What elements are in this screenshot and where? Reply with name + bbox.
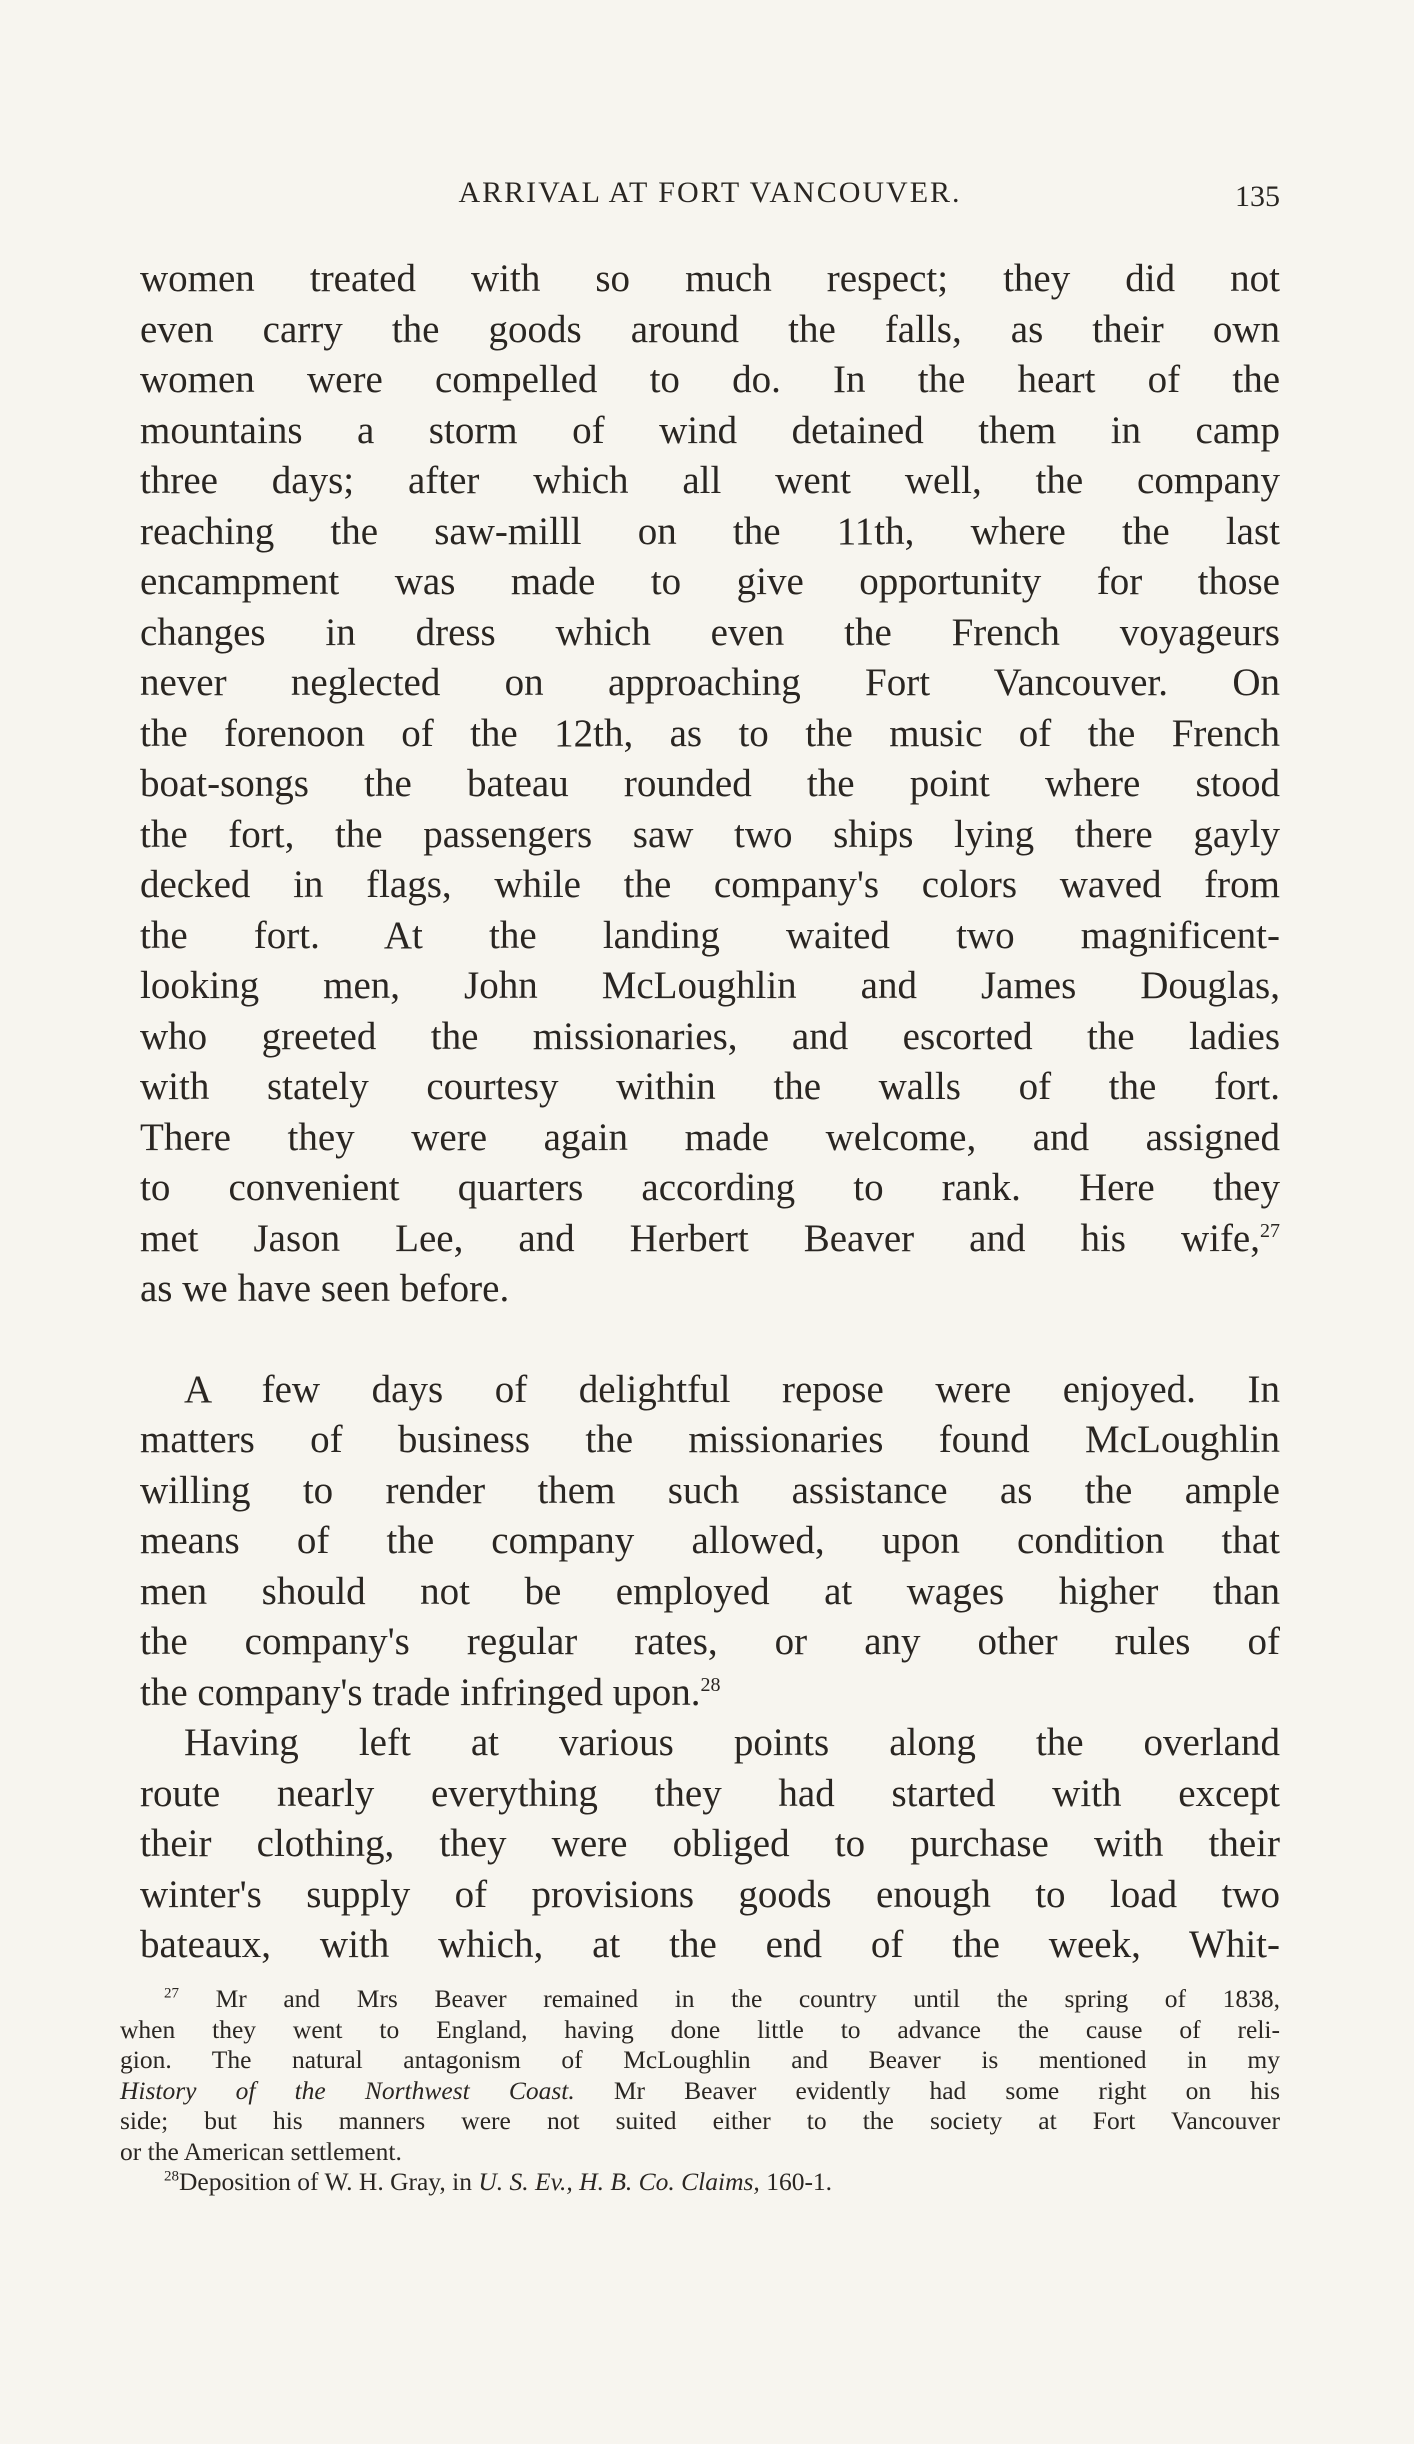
footnote-ref-27[interactable]: 27 (1260, 1219, 1280, 1242)
text-line: decked in flags, while the company's colors waved from (140, 863, 1280, 906)
paragraph-1 (140, 254, 1280, 1315)
footnote-27 (120, 1984, 1280, 2167)
text-line: women treated with so much respect; they did not (140, 257, 1280, 300)
text-line: as we have seen before. (140, 1267, 510, 1310)
text-line: bateaux, with which, at the end of the week, Whit- (140, 1923, 1280, 1966)
text-line: three days; after which all went well, the company (140, 459, 1280, 502)
text-line: There they were again made welcome, and assigned (140, 1115, 1280, 1159)
text-line: Having left at various points along the overland (184, 1721, 1280, 1764)
text-line: route nearly everything they had started with except (140, 1771, 1280, 1815)
footnote-text: Deposition of W. H. Gray, in (179, 2167, 479, 2196)
source-title: U. S. Ev., H. B. Co. Claims, (478, 2167, 760, 2196)
text-line: encampment was made to give opportunity for those (140, 560, 1280, 603)
text-line: to convenient quarters according to rank. Here they (140, 1166, 1280, 1209)
text-line: who greeted the missionaries, and escorted the ladies (140, 1014, 1280, 1058)
footnote-text: Mr and Mrs Beaver remained in the country until the spring of 1838, (215, 1984, 1280, 2013)
footnote-line (120, 1984, 1280, 2015)
paragraph-gap (140, 1315, 1280, 1365)
text-line: boat-songs the bateau rounded the point where stood (140, 762, 1280, 805)
footnote-text: 160-1. (759, 2167, 833, 2196)
footnote-line: when they went to England, having done little to advance the cause of reli- (120, 2014, 1280, 2044)
running-title: ARRIVAL AT FORT VANCOUVER. (458, 176, 962, 209)
text-line: willing to render them such assistance as the ample (140, 1468, 1280, 1512)
text-line: the company's regular rates, or any other rules of (140, 1620, 1280, 1663)
book-title: History of the Northwest Coast. (120, 2075, 575, 2105)
text-line: means of the company allowed, upon condition that (140, 1519, 1280, 1562)
text-line: reaching the saw-milll on the 11th, where the last (140, 509, 1280, 553)
text-line: mountains a storm of wind detained them in camp (140, 408, 1280, 452)
footnote-text: Mr Beaver evidently had some right on his (574, 2075, 1281, 2105)
text-line: the fort. At the landing waited two magnificent- (140, 913, 1280, 957)
footnote-line: or the American settlement. (120, 2136, 402, 2166)
text-line: matters of business the missionaries found McLoughlin (140, 1418, 1280, 1461)
footnotes (120, 1984, 1280, 2198)
footnote-line: gion. The natural antagonism of McLoughlin and Beaver is mentioned in my (120, 2045, 1280, 2074)
footnote-line (120, 2167, 1280, 2198)
text-line: women were compelled to do. In the heart of the (140, 358, 1280, 401)
text-line: men should not be employed at wages higher than (140, 1569, 1280, 1613)
text-line-with-ref (140, 1668, 1280, 1719)
footnote-line: side; but his manners were not suited either to the society at Fort Vancouver (120, 2106, 1280, 2135)
text-line-with-ref (140, 1214, 1280, 1265)
text-line: looking men, John McLoughlin and James Douglas, (140, 964, 1280, 1007)
footnote-28 (120, 2167, 1280, 2198)
paragraph-2 (140, 1365, 1280, 1719)
footnote-number: 27 (164, 1985, 179, 2002)
footnote-number: 28 (164, 2168, 179, 2185)
text-line: the fort, the passengers saw two ships lying there gayly (140, 812, 1280, 856)
text-line: A few days of delightful repose were enjoyed. In (184, 1367, 1280, 1411)
main-text (140, 254, 1280, 1971)
paragraph-3 (140, 1718, 1280, 1971)
footnote-line (120, 2076, 1280, 2107)
text-line: even carry the goods around the falls, as their own (140, 307, 1280, 351)
text-line: winter's supply of provisions goods enough to load two (140, 1872, 1280, 1916)
text-line: with stately courtesy within the walls of the fort. (140, 1065, 1280, 1108)
running-head (140, 176, 1280, 216)
text-line: never neglected on approaching Fort Vancouver. On (140, 661, 1280, 704)
footnote-ref-28[interactable]: 28 (700, 1673, 721, 1696)
text-line: changes in dress which even the French voyageurs (140, 610, 1280, 654)
page-number: 135 (1235, 180, 1280, 213)
text-line: their clothing, they were obliged to purchase with their (140, 1822, 1280, 1865)
line-text: the company's trade infringed upon. (140, 1670, 701, 1714)
text-line: the forenoon of the 12th, as to the music of the French (140, 711, 1280, 755)
line-text: met Jason Lee, and Herbert Beaver and his wife, (140, 1216, 1260, 1260)
